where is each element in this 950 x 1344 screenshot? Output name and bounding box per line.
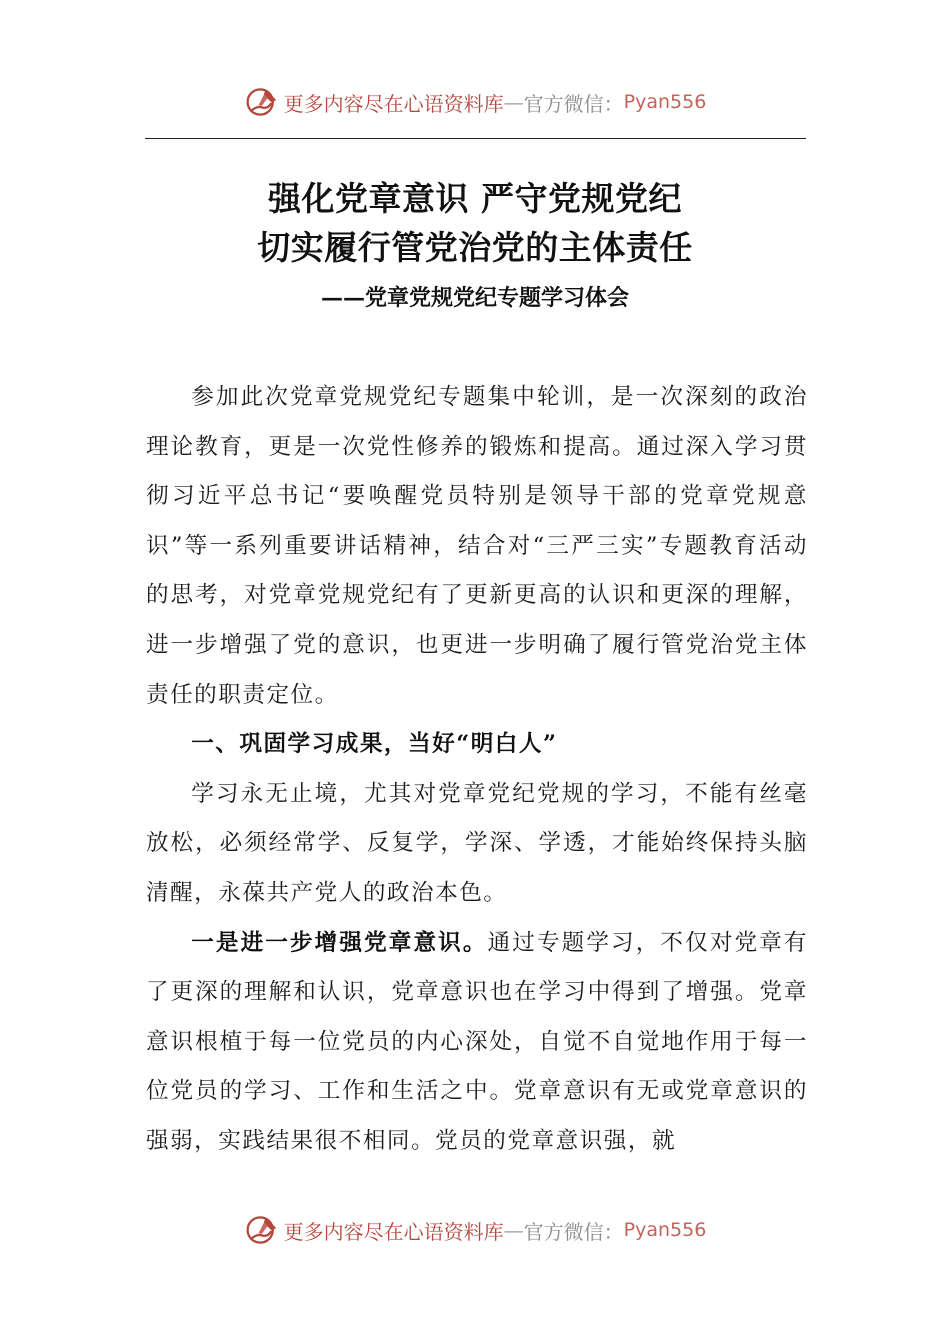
point-1-paragraph [146,919,808,1167]
header-watermark [0,82,950,122]
document-title-line-2: 切实履行管党治党的主体责任 [257,228,693,267]
writing-hand-logo-icon [244,1212,280,1248]
point-1-lead: 一是进一步增强党章意识。 [191,929,488,956]
watermark-label: 官方微信： [523,91,624,116]
watermark-wechat-id: Pyan556 [623,91,707,113]
document-title-line-1: 强化党章意识 严守党规党纪 [268,179,682,218]
footer-watermark [0,1210,950,1250]
document-subtitle: ——党章党规党纪专题学习体会 [320,285,629,311]
watermark-dash: — [503,90,524,114]
watermark-label: 官方微信： [523,1219,624,1244]
watermark-wechat-id: Pyan556 [623,1219,707,1241]
watermark-dash: — [503,1218,524,1242]
point-1-text: 通过专题学习，不仅对党章有了更深的理解和认识，党章意识也在学习中得到了增强。党章意识根植于每一位党员的内心深处，自觉不自觉地作用于每一位党员的学习、工作和生活之中。党章意识有无或党章意识的强弱，实践结果很不相同。党员的党章意识强，就 [146,929,808,1154]
header-rule [145,138,806,139]
section-1-paragraph: 学习永无止境，尤其对党章党纪党规的学习，不能有丝毫放松，必须经常学、反复学，学深、学透，才能始终保持头脑清醒，永葆共产党人的政治本色。 [146,780,808,906]
watermark-brand: 更多内容尽在心语资料库 [283,1219,504,1244]
intro-paragraph: 参加此次党章党规党纪专题集中轮训，是一次深刻的政治理论教育，更是一次党性修养的锻炼和提高。通过深入学习贯彻习近平总书记“要唤醒党员特别是领导干部的党章党规意识”等一系列重要讲话精神，结合对“三严三实”专题教育活动的思考，对党章党规党纪有了更新更高的认识和更深的理解，进一步增强了党的意识，也更进一步明确了履行管党治党主体责任的职责定位。 [146,384,808,708]
writing-hand-logo-icon [244,84,280,120]
document-body [146,373,808,1167]
section-heading-1: 一、巩固学习成果，当好“明白人” [191,731,558,758]
watermark-brand: 更多内容尽在心语资料库 [283,91,504,116]
